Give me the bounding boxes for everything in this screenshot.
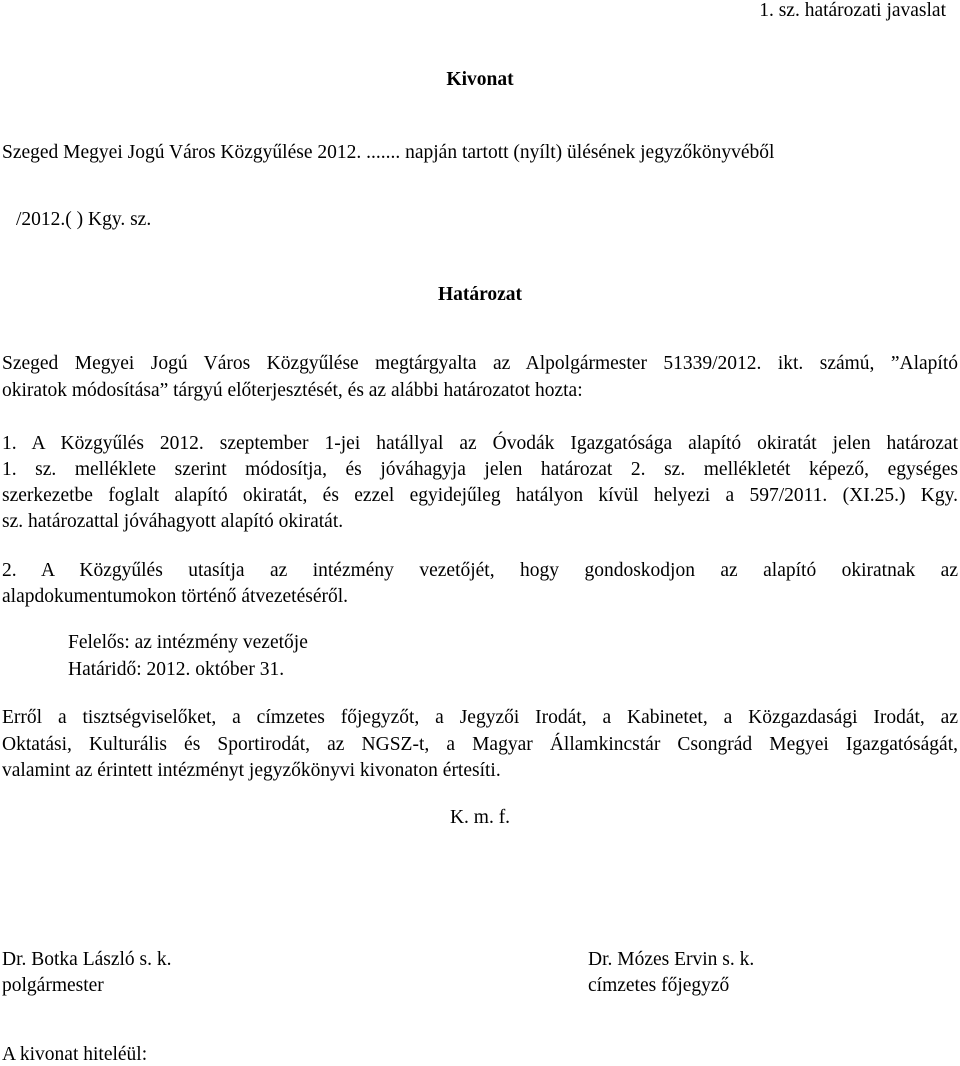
reference-number: /2012.( ) Kgy. sz. bbox=[16, 209, 152, 230]
point-2-line: 2. A Közgyűlés utasítja az intézmény vezetőjét, hogy gondoskodjon az alapító okiratnak az bbox=[2, 560, 958, 581]
point-1-line: 1. A Közgyűlés 2012. szeptember 1-jei hatállyal az Óvodák Igazgatósága alapító okiratát jelen határozat bbox=[2, 433, 958, 454]
notification-line: valamint az érintett intézményt jegyzőkönyvi kivonaton értesíti. bbox=[2, 760, 501, 781]
deadline-line: Határidő: 2012. október 31. bbox=[68, 659, 285, 680]
document-title: Kivonat bbox=[446, 69, 514, 90]
point-1-line: 1. sz. melléklete szerint módosítja, és jóváhagyja jelen határozat 2. sz. mellékletét képező, egységes bbox=[2, 459, 958, 480]
signatory-name: Dr. Botka László s. k. bbox=[2, 949, 172, 970]
point-1-line: sz. határozattal jóváhagyott alapító okiratát. bbox=[2, 511, 344, 532]
kmf-label: K. m. f. bbox=[449, 807, 511, 828]
point-2-line: alapdokumentumokon történő átvezetéséről. bbox=[2, 586, 349, 607]
signatory-role: címzetes főjegyző bbox=[588, 975, 730, 996]
signatory-name: Dr. Mózes Ervin s. k. bbox=[588, 949, 755, 970]
point-1-line: szerkezetbe foglalt alapító okiratát, és ezzel egyidejűleg hatályon kívül helyezi a 597/2011. (XI.25.) Kgy. bbox=[2, 485, 958, 506]
signatory-role: polgármester bbox=[2, 975, 104, 996]
assembly-line: Szeged Megyei Jogú Város Közgyűlése 2012. ....... napján tartott (nyílt) ülésének jegyzőkönyvéből bbox=[2, 142, 775, 163]
notification-line: Erről a tisztségviselőket, a címzetes főjegyzőt, a Jegyzői Irodát, a Kabinetet, a Közgazdasági Irodát, az bbox=[2, 707, 958, 728]
notification-line: Oktatási, Kulturális és Sportirodát, az NGSZ-t, a Magyar Államkincstár Csongrád Megyei Igazgatóságát, bbox=[2, 734, 958, 755]
intro-line: okiratok módosítása” tárgyú előterjesztését, és az alábbi határozatot hozta: bbox=[2, 380, 583, 401]
responsible-line: Felelős: az intézmény vezetője bbox=[68, 632, 308, 653]
intro-line: Szeged Megyei Jogú Város Közgyűlése megtárgyalta az Alpolgármester 51339/2012. ikt. számú, ”Alapító bbox=[2, 353, 958, 374]
resolution-title: Határozat bbox=[437, 284, 523, 305]
proposal-label: 1. sz. határozati javaslat bbox=[759, 0, 946, 21]
certification-label: A kivonat hiteléül: bbox=[2, 1044, 148, 1065]
